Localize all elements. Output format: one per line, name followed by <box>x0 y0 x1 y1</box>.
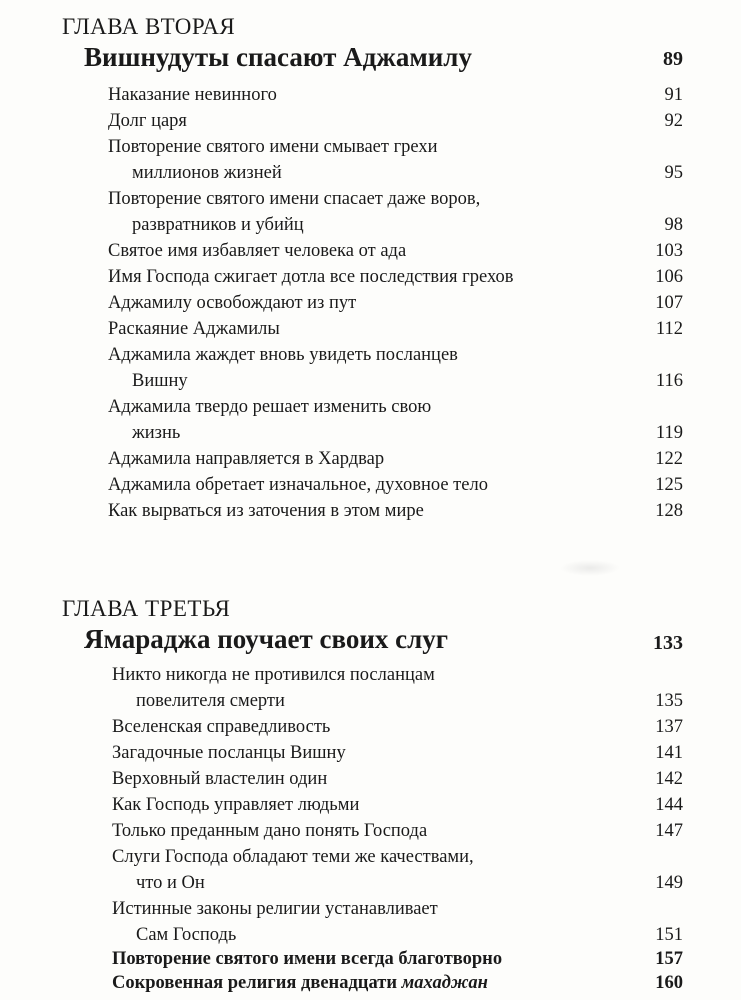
toc-entry: Как Господь управляет людьми <box>112 795 360 815</box>
toc-page: 122 <box>655 449 683 469</box>
toc-page: 135 <box>655 691 683 711</box>
toc-entry: Повторение святого имени спасает даже воров, развратников и убийц <box>108 189 481 235</box>
toc-entry: Аджамила направляется в Хардвар <box>108 449 385 469</box>
toc-page: 107 <box>655 293 683 313</box>
toc-entry: Сокровенная религия двенадцати махаджан <box>112 973 488 993</box>
toc-entry: Повторение святого имени смывает грехи миллионов жизней <box>108 137 438 183</box>
chapter-label: ГЛАВА ВТОРАЯ <box>62 14 236 39</box>
toc-entry: Как вырваться из заточения в этом мире <box>108 501 424 521</box>
toc-page: 160 <box>655 973 683 993</box>
toc-entry: Имя Господа сжигает дотла все последствия грехов <box>108 267 514 287</box>
toc-page: 151 <box>655 925 683 945</box>
toc-page: 103 <box>655 241 683 261</box>
italic-term: махаджан <box>401 973 488 993</box>
toc-page: 119 <box>655 423 683 443</box>
toc-entry: Слуги Господа обладают теми же качествами, что и Он <box>112 847 474 893</box>
toc-page: 144 <box>655 795 683 815</box>
toc-entry: Аджамила твердо решает изменить свою жизнь <box>108 397 432 443</box>
toc-entry: Раскаяние Аджамилы <box>108 319 280 339</box>
toc-entry: Наказание невинного <box>108 85 277 105</box>
toc-entry: Святое имя избавляет человека от ада <box>108 241 407 261</box>
toc-entry: Истинные законы религии устанавливает Сам Господь <box>112 899 438 945</box>
toc-page: 106 <box>655 267 683 287</box>
chapter-title: Вишнудуты спасают Аджамилу <box>84 42 472 72</box>
toc-page: 137 <box>655 717 683 737</box>
chapter-page: 133 <box>653 632 683 654</box>
toc-entry: Повторение святого имени всегда благотворно <box>112 949 503 969</box>
toc-page: 95 <box>664 163 683 183</box>
toc-page: 112 <box>655 319 683 339</box>
toc-entry: Долг царя <box>108 111 187 131</box>
toc-entry: Аджамила обретает изначальное, духовное тело <box>108 475 488 495</box>
toc-page: 149 <box>655 873 683 893</box>
toc-entry: Верховный властелин один <box>112 769 328 789</box>
toc-page: 142 <box>655 769 683 789</box>
toc-page: 147 <box>655 821 683 841</box>
chapter-title: Ямараджа поучает своих слуг <box>84 624 449 654</box>
toc-entry: Аджамила жаждет вновь увидеть посланцев Вишну <box>108 345 458 391</box>
toc-page: 125 <box>655 475 683 495</box>
toc-entry: Вселенская справедливость <box>112 717 331 737</box>
toc-page: 98 <box>664 215 683 235</box>
chapter-label: ГЛАВА ТРЕТЬЯ <box>62 596 231 621</box>
toc-page: 141 <box>655 743 683 763</box>
toc-page: 91 <box>664 85 683 105</box>
toc-page: 92 <box>664 111 683 131</box>
toc-page: 157 <box>655 949 683 969</box>
paper-smudge <box>560 560 620 576</box>
toc-entry: Загадочные посланцы Вишну <box>112 743 346 763</box>
toc-entry: Аджамилу освобождают из пут <box>108 293 357 313</box>
toc-entry: Только преданным дано понять Господа <box>112 821 428 841</box>
toc-entry: Никто никогда не противился посланцам повелителя смерти <box>112 665 435 711</box>
chapter-page: 89 <box>663 48 683 70</box>
toc-page: 116 <box>655 371 683 391</box>
toc-page: 128 <box>655 501 683 521</box>
